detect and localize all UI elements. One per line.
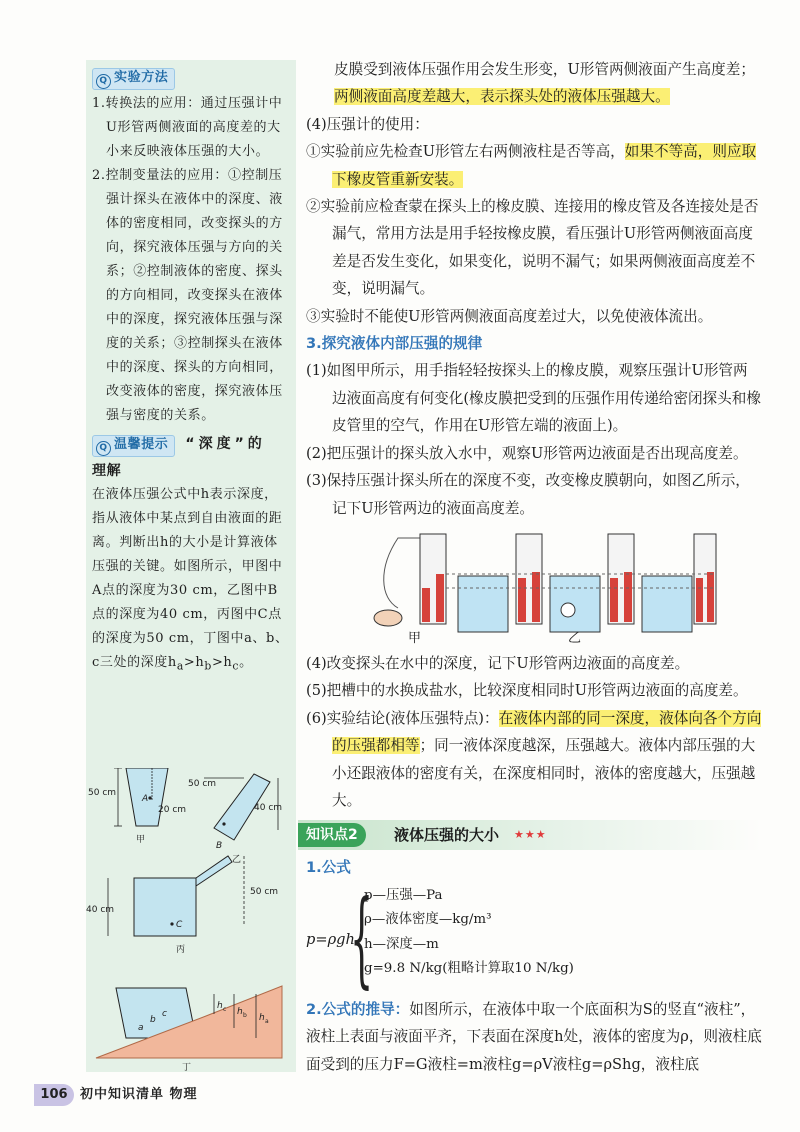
label-h-a-sub: a xyxy=(265,1018,269,1025)
tip-body-text: 在液体压强公式中h表示深度，指从液体中某点到自由液面的距离。判断出h的大小是计算液体压强的关键。如图所示，甲图中A点的深度为30 cm，乙图中B点的深度为40 cm，丙图中C点的深度为50 cm，丁图中a、b、c三处的深度h xyxy=(92,487,289,670)
step-1: (1)如图甲所示，用手指轻轻按探头上的橡皮膜，观察压强计U形管两边液面高度有何变化(橡皮膜把受到的压强作用传递给密闭探头和橡皮管里的空气，作用在U形管左端的液面上)。 xyxy=(306,362,761,435)
derivation-text: 如图所示，在液体中取一个底面积为S的竖直“液柱”，液柱上表面与液面平齐，下表面在深度h处，液体的密度为ρ，则液柱底面受到的压力F=G液柱=m液柱g=ρV液柱g=ρShg，液柱底 xyxy=(306,1000,762,1073)
label-h-b-sub: b xyxy=(243,1012,247,1019)
formula-heading: 1.公式 xyxy=(306,859,351,877)
page-footer xyxy=(34,1084,244,1106)
use-heading: (4)压强计的使用： xyxy=(306,115,429,133)
use-item-1-text: ①实验前应先检查U形管左右两侧液柱是否等高， xyxy=(306,143,625,161)
label-yi-w: 50 cm xyxy=(188,779,217,789)
method-tag xyxy=(92,68,175,90)
caption-jia: 甲 xyxy=(136,835,146,845)
tip-heading xyxy=(92,432,290,459)
label-point-a-ding: a xyxy=(138,1023,144,1033)
knowledge-point-label: 知识点2 xyxy=(298,823,366,847)
caption-bing: 丙 xyxy=(176,945,186,955)
step-6-rest: ；同一液体深度越深，压强越大。液体内部压强的大小还跟液体的密度有关，在深度相同时，液体的密度越大，压强越大。 xyxy=(332,737,756,809)
magnifier-icon: Q xyxy=(96,441,111,456)
label-point-b: B xyxy=(216,841,223,851)
section-3-heading: 3.探究液体内部压强的规律 xyxy=(306,335,483,353)
label-point-c: C xyxy=(176,920,183,930)
formula-lhs: p=ρgh xyxy=(306,930,355,948)
label-h-c-sub: c xyxy=(223,1006,227,1013)
tank-2 xyxy=(550,576,600,632)
sub-a: a xyxy=(176,659,184,673)
step-4: (4)改变探头在水中的深度，记下U形管两边液面的高度差。 xyxy=(306,654,690,672)
tank-1 xyxy=(458,576,508,632)
label-bing-w: 40 cm xyxy=(86,905,115,915)
use-item-1 xyxy=(306,138,762,193)
label-point-c-ding: c xyxy=(162,1009,167,1019)
sidebar-notes xyxy=(86,60,296,1072)
highlight-height-diff: 两侧液面高度差越大，表示探头处的液体压强越大。 xyxy=(334,88,670,106)
side-tube-bing xyxy=(196,856,232,886)
depth-figure xyxy=(86,768,296,1072)
label-h-a: h xyxy=(259,1013,265,1023)
page-number: 106 xyxy=(34,1084,74,1106)
manometer-figure xyxy=(358,528,718,646)
tube-jia xyxy=(384,538,420,608)
label-h-b: h xyxy=(237,1007,243,1017)
tip-body xyxy=(92,483,290,679)
point-c xyxy=(170,922,173,925)
def-g: g=9.8 N/kg(粗略计算取10 N/kg) xyxy=(364,961,574,977)
fig-label-yi: 乙 xyxy=(568,630,582,646)
derivation xyxy=(306,996,762,1078)
derivation-heading: 2.公式的推导： xyxy=(306,1000,410,1018)
method-item-1: 1.转换法的应用：通过压强计中U形管两侧液面的高度差的大小来反映液体压强的大小。 xyxy=(92,96,283,159)
sub-b: b xyxy=(204,659,212,673)
formula-block xyxy=(306,876,762,999)
method-item-2: 2.控制变量法的应用：①控制压强计探头在液体中的深度、液体的密度相同，改变探头的方向，探究液体压强与方向的关系；②控制液体的密度、探头的方向相同，改变探头在液体中的深度，探究液体压强与深度的关系；③控制探头在液体中的深度、探头的方向相同，改变液体的密度，探究液体压强与密度的关系。 xyxy=(92,168,283,423)
magnifier-icon: Q xyxy=(96,74,111,89)
method-tag-label: 实验方法 xyxy=(114,70,169,85)
caption-yi: 乙 xyxy=(232,855,242,865)
gt-1: >h xyxy=(183,655,205,670)
step-3: (3)保持压强计探头所在的深度不变，改变橡皮膜朝向，如图乙所示，记下U形管两边的液面高度差。 xyxy=(306,472,750,517)
step-2: (2)把压强计的探头放入水中，观察U形管两边液面是否出现高度差。 xyxy=(306,444,748,462)
para-membrane-text: 皮膜受到液体压强作用会发生形变，U形管两侧液面产生高度差； xyxy=(334,61,755,78)
container-bing xyxy=(134,878,196,936)
label-jia-w: 50 cm xyxy=(88,788,117,798)
label-h-c: h xyxy=(217,1001,223,1011)
step-6 xyxy=(306,705,762,815)
use-item-3: ③实验时不能使U形管两侧液面高度差过大，以免使液体流出。 xyxy=(306,307,713,325)
label-point-a: A xyxy=(142,794,149,804)
formula-definitions xyxy=(364,884,574,982)
hand-jia xyxy=(374,610,402,626)
knowledge-point-bar xyxy=(298,820,762,850)
tip-tag xyxy=(92,435,175,457)
label-bing-d: 50 cm xyxy=(250,887,279,897)
difficulty-stars: ★★★ xyxy=(514,828,547,842)
tip-tag-label: 温馨提示 xyxy=(114,437,169,452)
knowledge-point-title: 液体压强的大小 xyxy=(394,826,500,845)
gt-2: >h xyxy=(211,655,233,670)
period: 。 xyxy=(239,655,253,670)
label-point-b-ding: b xyxy=(150,1015,156,1025)
highlight-conclusion: 在液体内部的同一深度，液体向各个方向的压强都相等 xyxy=(332,709,762,755)
step-5: (5)把槽中的水换成盐水，比较深度相同时U形管两边液面的高度差。 xyxy=(306,682,748,700)
step-6-lead: (6)实验结论(液体压强特点)： xyxy=(306,709,499,727)
caption-ding: 丁 xyxy=(182,1063,192,1072)
point-b xyxy=(222,822,225,825)
label-jia-d: 20 cm xyxy=(158,805,187,815)
main-column xyxy=(306,56,762,1078)
sub-c: c xyxy=(232,659,240,673)
point-a xyxy=(148,796,151,799)
def-rho: ρ—液体密度—kg/m³ xyxy=(364,912,492,928)
brace-icon: { xyxy=(350,876,374,999)
def-p: p—压强—Pa xyxy=(364,887,443,903)
tip-title: “深度”的 xyxy=(185,436,266,452)
use-item-2: ②实验前应检查蒙在探头上的橡皮膜、连接用的橡皮管及各连接处是否漏气，常用方法是用手轻按橡皮膜，看压强计U形管两侧液面高度差是否发生变化，如果变化，说明不漏气；如果两侧液面高度差不变，说明漏气。 xyxy=(306,198,759,298)
def-h: h—深度—m xyxy=(364,936,439,952)
book-title: 初中知识清单 物理 xyxy=(80,1087,198,1102)
tank-3 xyxy=(642,576,692,632)
sidebar-content xyxy=(92,66,290,679)
label-yi-d: 40 cm xyxy=(254,803,283,813)
para-membrane xyxy=(306,56,762,111)
tip-subtitle: 理解 xyxy=(92,463,122,479)
fig-label-jia: 甲 xyxy=(408,630,422,646)
highlight-reinstall: 如果不等高，则应取下橡皮管重新安装。 xyxy=(332,143,757,188)
